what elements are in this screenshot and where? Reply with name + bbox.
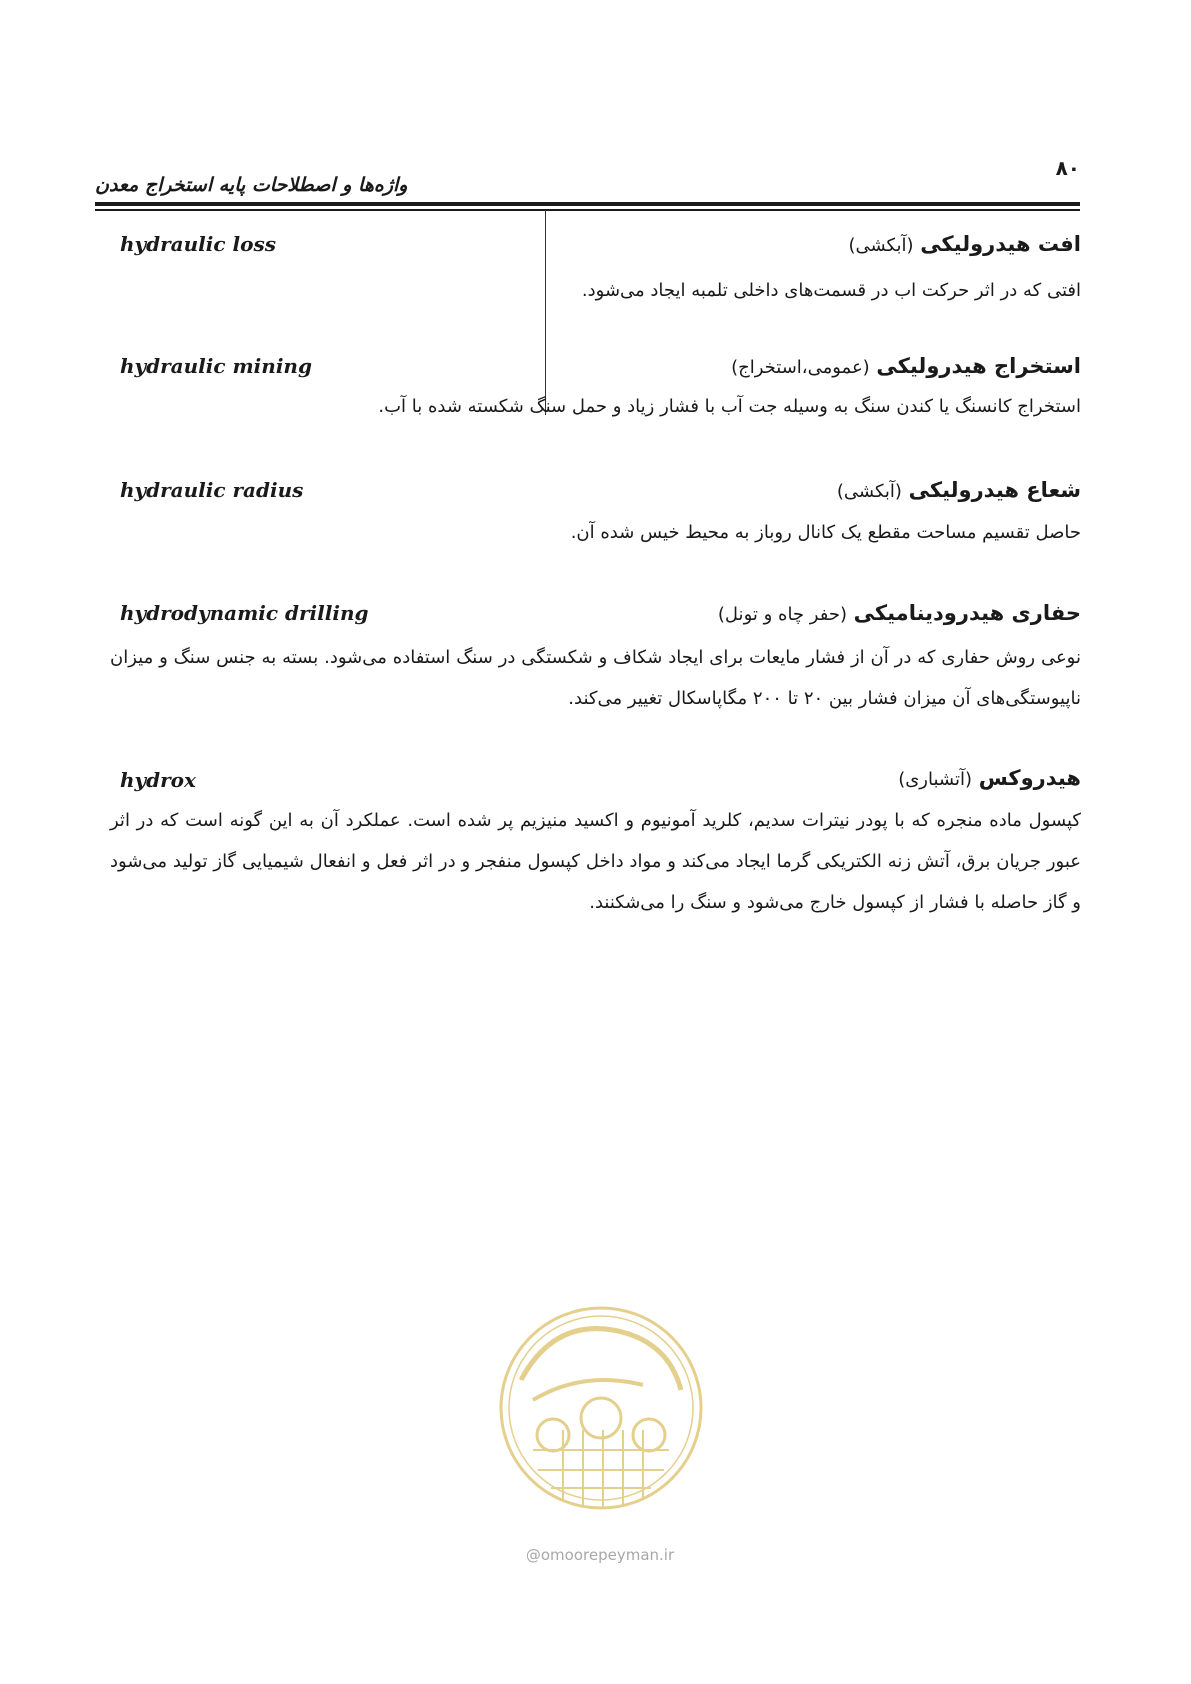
- watermark-url: @omoorepeyman.ir: [525, 1546, 675, 1564]
- header-rule-thick: [95, 202, 1080, 206]
- term-definition: استخراج کانسنگ یا کندن سنگ به وسیله جت آب با فشار زیاد و حمل سنگ شکسته شده با آب.: [378, 396, 1081, 417]
- book-title: واژه‌ها و اصطلاحات پایه استخراج معدن: [95, 174, 408, 196]
- persian-term: افت هیدرولیکی: [920, 232, 1081, 256]
- persian-heading: [110, 762, 1081, 796]
- glossary-entry: [110, 474, 1081, 553]
- term-definition: کپسول ماده منجره که با پودر نیترات سدیم، کلرید آمونیوم و اکسید منیزیم پر شده است. عملکرد آن به این گونه است که در اثر عبور جریان برق، آتش زنه الکتریکی گرما ایجاد می‌کند و مواد داخل کپسول منفجر و در اثر فعل و انفعال شیمیایی گاز تولید می‌شود و گاز حاصله با فشار از کپسول خارج می‌شود و سنگ را می‌شکنند.: [110, 810, 1081, 913]
- page-header: [95, 150, 1080, 210]
- term-definition: افتی که در اثر حرکت اب در قسمت‌های داخلی تلمبه ایجاد می‌شود.: [581, 280, 1081, 301]
- persian-term: حفاری هیدرودینامیکی: [853, 601, 1081, 625]
- page-number: ۸۰: [1055, 156, 1080, 180]
- glossary-entry: [110, 597, 1081, 719]
- persian-term: هیدروکس: [978, 766, 1081, 790]
- persian-term: استخراج هیدرولیکی: [876, 354, 1081, 378]
- term-category: (آبکشی): [836, 481, 902, 502]
- english-term: hydrox: [120, 768, 196, 792]
- term-category: (حفر چاه و تونل): [717, 604, 847, 625]
- term-category: (آبکشی): [848, 235, 914, 256]
- header-rule-thin: [95, 209, 1080, 211]
- glossary-entry: [110, 350, 1081, 427]
- term-category: (عمومی،استخراج): [731, 357, 870, 378]
- english-term: hydrodynamic drilling: [120, 601, 369, 625]
- term-category: (آتشباری): [898, 769, 972, 790]
- english-term: hydraulic loss: [120, 232, 276, 256]
- glossary-entry: [110, 228, 1081, 311]
- glossary-entry: [110, 762, 1081, 923]
- term-definition: حاصل تقسیم مساحت مقطع یک کانال روباز به محیط خیس شده آن.: [570, 522, 1081, 543]
- persian-term: شعاع هیدرولیکی: [908, 478, 1081, 502]
- english-term: hydraulic radius: [120, 478, 304, 502]
- english-term: hydraulic mining: [120, 354, 312, 378]
- term-definition: نوعی روش حفاری که در آن از فشار مایعات برای ایجاد شکاف و شکستگی در سنگ استفاده می‌شود. بسته به جنس سنگ و میزان ناپیوستگی‌های آن میزان فشار بین ۲۰ تا ۲۰۰ مگاپاسکال تغییر می‌کند.: [110, 647, 1081, 709]
- watermark-logo: [493, 1300, 709, 1516]
